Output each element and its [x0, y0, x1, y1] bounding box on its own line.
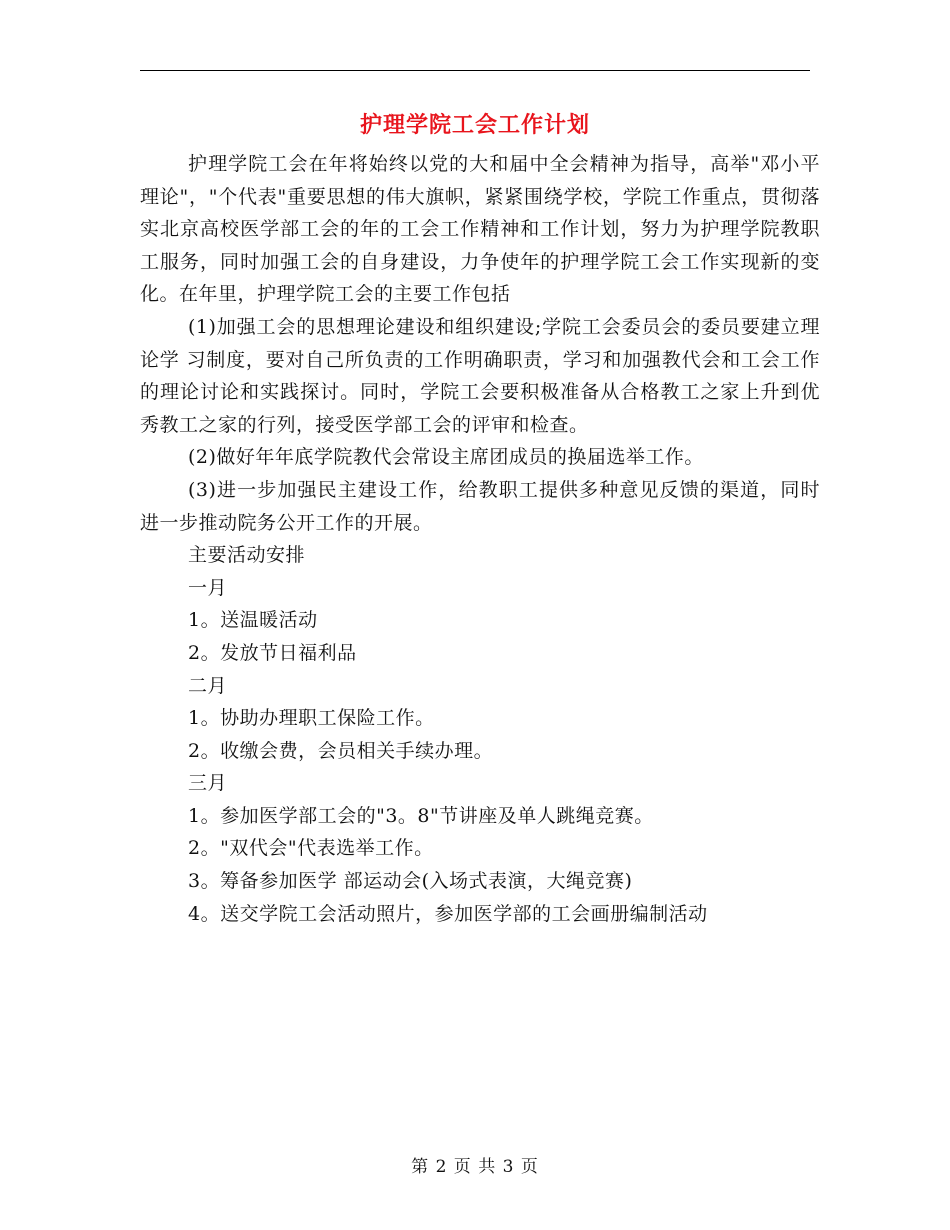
document-body: [140, 148, 820, 930]
work-item-1: (1)加强工会的思想理论建设和组织建设;学院工会委员会的委员要建立理论学 习制度，要对自己所负责的工作明确职责，学习和加强教代会和工会工作的理论讨论和实践探讨。同时，学院工会要积极准备从合格教工之家上升到优秀教工之家的行列，接受医学部工会的评审和检查。: [140, 315, 820, 436]
schedule-heading: 主要活动安排: [188, 544, 306, 567]
march-task-4: 4。送交学院工会活动照片，参加医学部的工会画册编制活动: [188, 902, 708, 925]
march-task-3: 3。筹备参加医学 部运动会(入场式表演，大绳竞赛): [188, 870, 633, 893]
february-task-1: 1。协助办理职工保险工作。: [188, 707, 435, 730]
work-item-2: (2)做好年年底学院教代会常设主席团成员的换届选举工作。: [188, 446, 704, 469]
march-task-2: 2。"双代会"代表选举工作。: [188, 837, 434, 860]
header-rule: [140, 70, 810, 71]
page-number: 第 2 页 共 3 页: [411, 1157, 539, 1177]
work-item-3: (3)进一步加强民主建设工作，给教职工提供多种意见反馈的渠道，同时进一步推动院务公开工作的开展。: [140, 478, 820, 534]
february-task-2: 2。收缴会费，会员相关手续办理。: [188, 739, 494, 762]
document-title: 护理学院工会工作计划: [359, 112, 590, 138]
intro-paragraph: 护理学院工会在年将始终以党的大和届中全会精神为指导，高举"邓小平理论"，"个代表"重要思想的伟大旗帜，紧紧围绕学校，学院工作重点，贯彻落实北京高校医学部工会的年的工会工作精神和工作计划，努力为护理学院教职工服务，同时加强工会的自身建设，力争使年的护理学院工会工作实现新的变化。在年里，护理学院工会的主要工作包括: [140, 153, 820, 306]
month-heading-march: 三月: [188, 772, 228, 795]
january-task-2: 2。发放节日福利品: [188, 641, 357, 664]
march-task-1: 1。参加医学部工会的"3。8"节讲座及单人跳绳竞赛。: [188, 804, 654, 827]
month-heading-february: 二月: [188, 674, 228, 697]
month-heading-january: 一月: [188, 576, 228, 599]
january-task-1: 1。送温暖活动: [188, 609, 318, 632]
